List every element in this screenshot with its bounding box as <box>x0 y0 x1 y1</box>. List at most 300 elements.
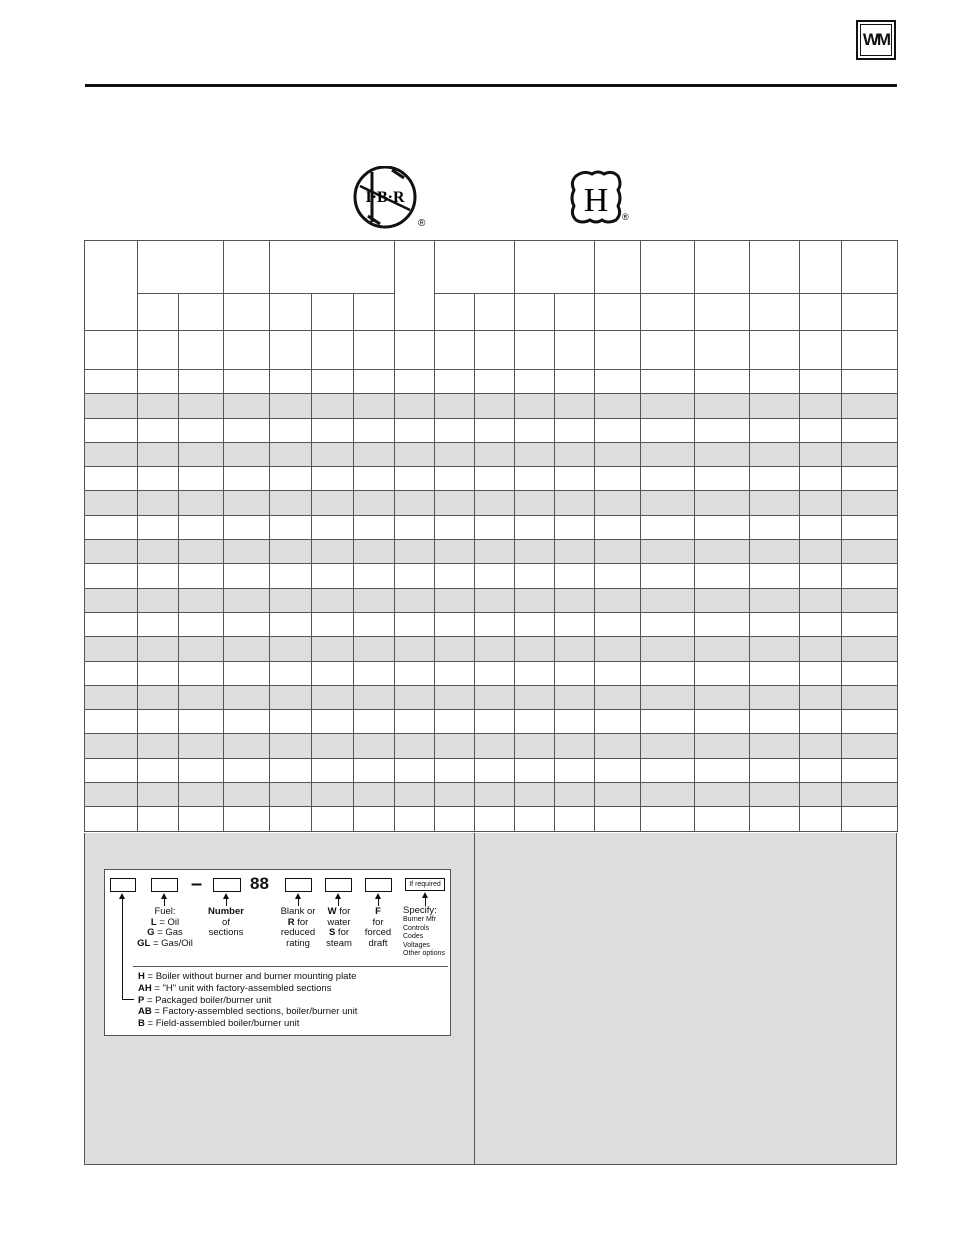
table-cell <box>641 783 695 807</box>
table-cell <box>395 637 435 661</box>
table-cell <box>179 758 224 782</box>
table-cell <box>354 418 395 442</box>
table-row <box>85 637 898 661</box>
table-cell <box>475 418 515 442</box>
table-cell <box>641 370 695 394</box>
header-cell <box>515 294 555 331</box>
table-cell <box>595 331 641 370</box>
table-cell <box>595 661 641 685</box>
table-cell <box>354 515 395 539</box>
table-cell <box>270 783 312 807</box>
table-cell <box>179 418 224 442</box>
table-cell <box>395 491 435 515</box>
table-cell <box>695 515 750 539</box>
table-cell <box>138 685 179 709</box>
table-cell <box>312 588 354 612</box>
table-cell <box>138 734 179 758</box>
header-cell <box>595 241 641 294</box>
table-cell <box>312 370 354 394</box>
table-cell <box>85 418 138 442</box>
table-cell <box>641 515 695 539</box>
table-cell <box>695 637 750 661</box>
table-cell <box>354 807 395 831</box>
table-cell <box>435 467 475 491</box>
table-cell <box>641 540 695 564</box>
draft-bold: F <box>375 906 381 917</box>
table-cell <box>515 394 555 418</box>
table-cell <box>800 442 842 466</box>
header-cell <box>750 294 800 331</box>
model-number-key <box>104 869 451 1036</box>
table-cell <box>138 370 179 394</box>
table-cell <box>85 331 138 370</box>
rating-label <box>275 907 321 949</box>
table-cell <box>312 331 354 370</box>
table-cell <box>179 540 224 564</box>
table-cell <box>595 783 641 807</box>
table-cell <box>750 758 800 782</box>
table-cell <box>695 685 750 709</box>
table-cell <box>270 612 312 636</box>
steam-t3: for <box>335 927 350 938</box>
table-cell <box>555 515 595 539</box>
table-cell <box>395 418 435 442</box>
table-cell <box>179 637 224 661</box>
table-cell <box>312 467 354 491</box>
table-cell <box>224 710 270 734</box>
table-row <box>85 394 898 418</box>
header-cell <box>800 294 842 331</box>
table-cell <box>800 783 842 807</box>
table-cell <box>842 661 898 685</box>
table-cell <box>475 442 515 466</box>
table-cell <box>395 734 435 758</box>
table-cell <box>515 661 555 685</box>
table-cell <box>800 758 842 782</box>
table-cell <box>395 758 435 782</box>
header-cell <box>842 241 898 294</box>
table-cell <box>138 418 179 442</box>
table-cell <box>138 515 179 539</box>
table-cell <box>85 370 138 394</box>
if-required-slot: If required <box>405 878 445 891</box>
table-cell <box>435 758 475 782</box>
table-cell <box>842 710 898 734</box>
table-cell <box>224 685 270 709</box>
table-cell <box>641 418 695 442</box>
fuel-code-g: G <box>147 927 155 938</box>
table-cell <box>555 734 595 758</box>
header-cell <box>475 294 515 331</box>
table-row <box>85 564 898 588</box>
table-cell <box>270 467 312 491</box>
table-cell <box>179 331 224 370</box>
unit-type-code: AB <box>138 1006 152 1018</box>
table-cell <box>138 442 179 466</box>
table-cell <box>354 564 395 588</box>
fuel-text-gl: = Gas/Oil <box>150 937 193 949</box>
table-cell <box>695 467 750 491</box>
header-cell <box>270 241 395 294</box>
table-cell <box>800 331 842 370</box>
table-cell <box>515 758 555 782</box>
table-cell <box>138 710 179 734</box>
table-cell <box>179 442 224 466</box>
table-cell <box>595 758 641 782</box>
table-cell <box>395 710 435 734</box>
table-cell <box>270 734 312 758</box>
table-row <box>85 418 898 442</box>
table-row <box>85 467 898 491</box>
table-cell <box>750 661 800 685</box>
table-cell <box>595 637 641 661</box>
table-cell <box>475 394 515 418</box>
model-slot-sections <box>213 878 241 892</box>
table-cell <box>475 685 515 709</box>
table-cell <box>435 588 475 612</box>
table-cell <box>555 442 595 466</box>
table-cell <box>695 783 750 807</box>
table-cell <box>224 540 270 564</box>
table-cell <box>354 685 395 709</box>
asme-h-stamp-logo <box>562 170 634 226</box>
unit-type-item <box>138 983 357 995</box>
table-cell <box>842 418 898 442</box>
table-cell <box>435 418 475 442</box>
table-cell <box>224 515 270 539</box>
table-cell <box>750 370 800 394</box>
table-cell <box>595 685 641 709</box>
draft-t3: draft <box>368 937 388 949</box>
water-steam-label <box>320 907 358 949</box>
table-cell <box>800 540 842 564</box>
unit-type-text: = Factory-assembled sections, boiler/burner unit <box>151 1006 358 1018</box>
table-cell <box>224 442 270 466</box>
table-cell <box>270 661 312 685</box>
table-cell <box>842 442 898 466</box>
header-cell <box>179 294 224 331</box>
table-cell <box>435 564 475 588</box>
table-cell <box>270 491 312 515</box>
table-cell <box>435 783 475 807</box>
draft-t2: forced <box>364 927 392 938</box>
table-cell <box>270 807 312 831</box>
table-cell <box>224 783 270 807</box>
table-cell <box>435 370 475 394</box>
table-cell <box>224 612 270 636</box>
header-cell <box>695 294 750 331</box>
table-header-row-2 <box>85 294 898 331</box>
fuel-code-gl: GL <box>137 937 151 949</box>
table-cell <box>800 685 842 709</box>
table-cell <box>475 637 515 661</box>
table-cell <box>85 612 138 636</box>
header-cell <box>695 241 750 294</box>
table-cell <box>695 710 750 734</box>
table-cell <box>641 491 695 515</box>
table-cell <box>395 370 435 394</box>
header-cell <box>750 241 800 294</box>
table-cell <box>842 394 898 418</box>
table-header-row-3 <box>85 331 898 370</box>
table-cell <box>312 442 354 466</box>
model-key-separator <box>133 966 448 967</box>
table-cell <box>354 588 395 612</box>
unit-type-text: = "H" unit with factory-assembled sections <box>151 982 332 994</box>
water-t1: for <box>336 906 351 917</box>
table-row <box>85 758 898 782</box>
table-cell <box>750 540 800 564</box>
header-cell <box>435 241 515 294</box>
header-cell <box>224 294 270 331</box>
table-cell <box>395 515 435 539</box>
sections-bold: Number <box>208 906 244 917</box>
table-cell <box>695 331 750 370</box>
table-cell <box>312 612 354 636</box>
table-cell <box>475 710 515 734</box>
table-cell <box>555 588 595 612</box>
table-cell <box>695 491 750 515</box>
table-cell <box>750 331 800 370</box>
specify-title: Specify: <box>403 905 437 916</box>
table-cell <box>800 467 842 491</box>
specify-item: Burner Mfr <box>403 916 437 923</box>
table-cell <box>515 564 555 588</box>
table-cell <box>515 637 555 661</box>
table-cell <box>842 331 898 370</box>
table-cell <box>179 685 224 709</box>
table-cell <box>435 612 475 636</box>
arrow-rating <box>298 898 299 906</box>
table-cell <box>800 418 842 442</box>
table-cell <box>270 418 312 442</box>
table-cell <box>179 612 224 636</box>
table-cell <box>395 612 435 636</box>
table-cell <box>138 637 179 661</box>
fuel-title: Fuel: <box>154 906 176 917</box>
table-cell <box>750 685 800 709</box>
table-cell <box>395 442 435 466</box>
table-cell <box>85 540 138 564</box>
table-cell <box>312 758 354 782</box>
table-cell <box>138 540 179 564</box>
table-cell <box>312 783 354 807</box>
table-cell <box>800 807 842 831</box>
header-cell <box>138 241 224 294</box>
table-cell <box>395 331 435 370</box>
table-cell <box>354 612 395 636</box>
specify-item: Other options <box>403 950 446 957</box>
table-cell <box>595 734 641 758</box>
table-cell <box>475 758 515 782</box>
fuel-code-l: L <box>150 916 157 928</box>
table-row <box>85 515 898 539</box>
header-cell <box>138 294 179 331</box>
table-cell <box>842 783 898 807</box>
table-row <box>85 710 898 734</box>
table-cell <box>270 710 312 734</box>
table-cell <box>595 807 641 831</box>
table-cell <box>595 370 641 394</box>
table-cell <box>750 783 800 807</box>
table-cell <box>270 758 312 782</box>
table-cell <box>842 637 898 661</box>
table-cell <box>85 394 138 418</box>
specify-item: Voltages <box>403 941 430 949</box>
table-cell <box>515 807 555 831</box>
table-cell <box>842 685 898 709</box>
table-cell <box>312 685 354 709</box>
table-cell <box>750 637 800 661</box>
unit-type-code: B <box>138 1018 145 1030</box>
table-cell <box>515 540 555 564</box>
table-cell <box>312 394 354 418</box>
table-cell <box>85 661 138 685</box>
table-cell <box>354 661 395 685</box>
table-cell <box>750 442 800 466</box>
unit-type-code: P <box>138 994 145 1006</box>
table-cell <box>224 394 270 418</box>
table-row <box>85 370 898 394</box>
table-cell <box>800 394 842 418</box>
table-cell <box>800 734 842 758</box>
table-cell <box>435 685 475 709</box>
table-cell <box>224 491 270 515</box>
table-cell <box>842 515 898 539</box>
table-cell <box>515 331 555 370</box>
rating-line4: rating <box>286 937 310 949</box>
table-cell <box>555 370 595 394</box>
table-cell <box>555 783 595 807</box>
table-cell <box>224 370 270 394</box>
h-stamp-text: H <box>583 182 609 219</box>
table-cell <box>179 564 224 588</box>
table-cell <box>555 491 595 515</box>
table-cell <box>354 734 395 758</box>
table-cell <box>695 370 750 394</box>
table-cell <box>515 710 555 734</box>
model-slot-fuel <box>151 878 178 892</box>
table-cell <box>475 540 515 564</box>
table-cell <box>179 734 224 758</box>
table-cell <box>842 758 898 782</box>
fuel-text-g: = Gas <box>154 927 183 938</box>
specify-item: Controls <box>403 924 430 932</box>
table-cell <box>354 758 395 782</box>
table-cell <box>555 710 595 734</box>
arrow-type <box>122 898 123 999</box>
table-cell <box>750 467 800 491</box>
steam-bold: S <box>328 927 336 938</box>
table-cell <box>842 612 898 636</box>
table-cell <box>695 442 750 466</box>
table-cell <box>179 467 224 491</box>
table-cell <box>695 807 750 831</box>
unit-type-code: H <box>138 971 145 982</box>
table-cell <box>515 442 555 466</box>
table-row <box>85 612 898 636</box>
table-cell <box>555 661 595 685</box>
table-cell <box>695 418 750 442</box>
header-rule <box>85 84 897 87</box>
table-cell <box>224 467 270 491</box>
table-cell <box>641 467 695 491</box>
table-cell <box>85 564 138 588</box>
table-cell <box>270 540 312 564</box>
table-cell <box>138 467 179 491</box>
table-cell <box>435 710 475 734</box>
fuel-text-l: = Oil <box>156 916 180 928</box>
header-cell <box>224 241 270 294</box>
table-cell <box>138 394 179 418</box>
table-cell <box>555 637 595 661</box>
table-cell <box>750 491 800 515</box>
unit-type-list <box>138 971 357 1030</box>
table-cell <box>555 564 595 588</box>
water-bold: W <box>327 906 337 917</box>
table-cell <box>179 370 224 394</box>
table-cell <box>515 370 555 394</box>
table-cell <box>555 807 595 831</box>
table-cell <box>435 540 475 564</box>
table-cell <box>312 491 354 515</box>
table-cell <box>595 394 641 418</box>
header-cell <box>395 241 435 331</box>
table-cell <box>641 331 695 370</box>
table-cell <box>85 710 138 734</box>
table-cell <box>475 612 515 636</box>
table-cell <box>695 661 750 685</box>
table-cell <box>641 661 695 685</box>
model-slot-type <box>110 878 136 892</box>
type-connector <box>122 999 134 1000</box>
table-cell <box>138 758 179 782</box>
table-row <box>85 661 898 685</box>
header-cell <box>515 241 595 294</box>
unit-type-item <box>138 1006 357 1018</box>
table-cell <box>842 370 898 394</box>
header-cell <box>435 294 475 331</box>
table-cell <box>224 758 270 782</box>
table-cell <box>641 807 695 831</box>
table-cell <box>435 491 475 515</box>
table-cell <box>595 710 641 734</box>
ibr-certification-logo <box>352 166 426 230</box>
table-cell <box>555 331 595 370</box>
table-cell <box>395 467 435 491</box>
table-cell <box>224 734 270 758</box>
table-cell <box>842 491 898 515</box>
table-cell <box>270 588 312 612</box>
unit-type-code: AH <box>138 982 152 994</box>
unit-type-item <box>138 995 357 1007</box>
table-cell <box>750 588 800 612</box>
table-cell <box>179 807 224 831</box>
table-cell <box>354 467 395 491</box>
model-slot-rating <box>285 878 312 892</box>
table-cell <box>595 418 641 442</box>
table-cell <box>179 661 224 685</box>
table-cell <box>595 588 641 612</box>
table-cell <box>85 685 138 709</box>
table-cell <box>641 685 695 709</box>
table-cell <box>475 467 515 491</box>
table-row <box>85 807 898 831</box>
table-cell <box>354 442 395 466</box>
table-cell <box>595 442 641 466</box>
table-cell <box>475 515 515 539</box>
header-cell <box>641 294 695 331</box>
